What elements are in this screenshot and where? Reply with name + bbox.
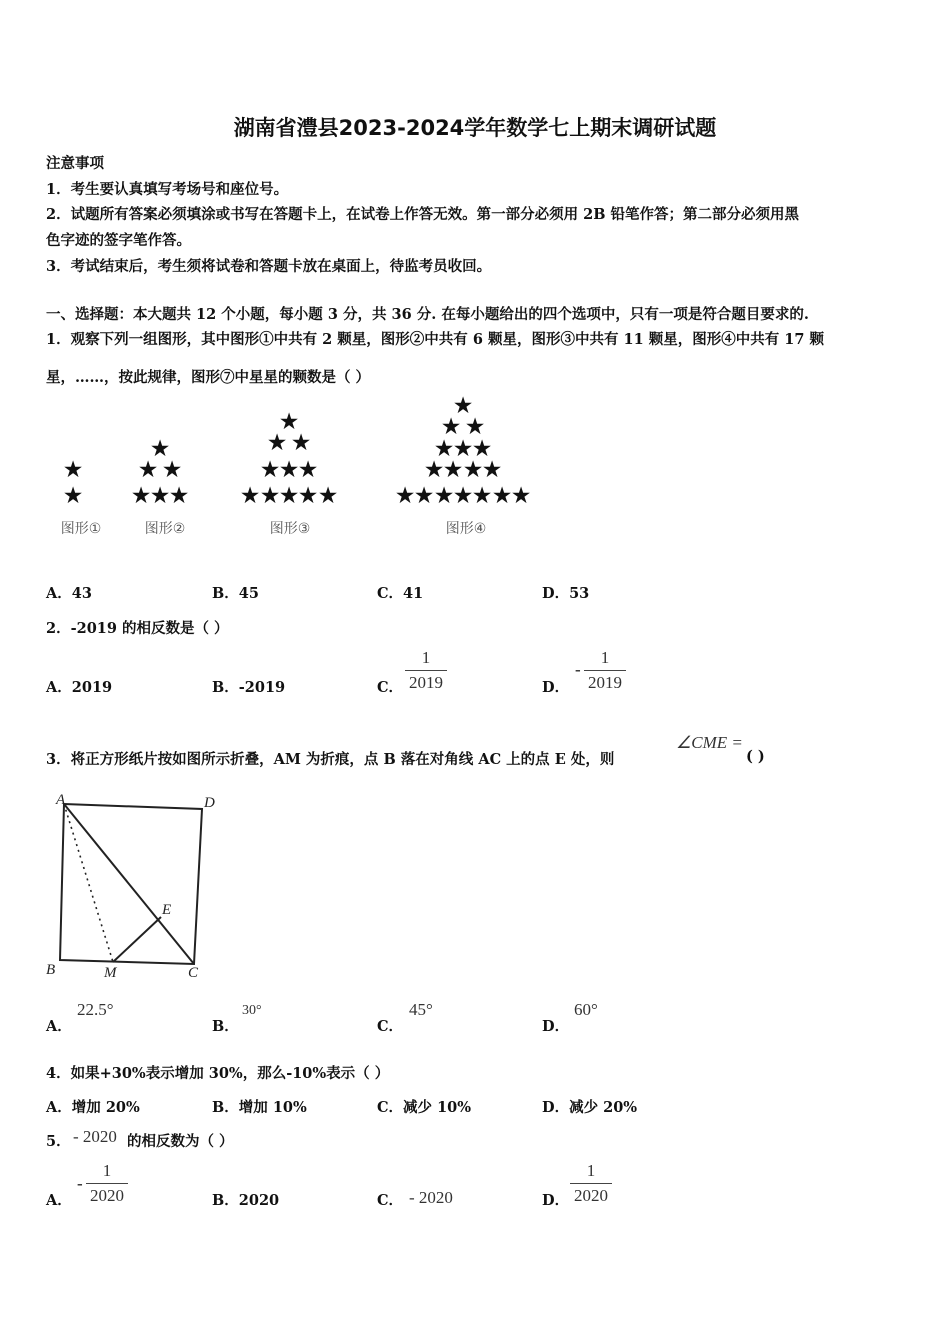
star-icon: ★ xyxy=(130,483,152,509)
question-5-stem: 的相反数为（ ） xyxy=(127,1133,234,1150)
q5-option-a-label: A． xyxy=(46,1192,72,1209)
square-fold-diagram xyxy=(40,790,240,985)
question-5-number: 5． xyxy=(46,1133,71,1150)
star-icon: ★ xyxy=(317,483,339,509)
star-icon: ★ xyxy=(290,430,312,456)
q3-option-a-value: 22.5° xyxy=(77,1000,114,1019)
star-icon: ★ xyxy=(278,483,300,509)
notice-item: 2．试题所有答案必须填涂或书写在答题卡上，在试卷上作答无效。第一部分必须用 2B 铅笔作答；第二部分必须用黑 xyxy=(46,206,800,223)
q3-option-b-label: B． xyxy=(212,1018,239,1035)
q4-option-d: D．减少 20% xyxy=(542,1099,638,1116)
q4-option-a: A．增加 20% xyxy=(46,1099,140,1116)
question-1-line-1: 1．观察下列一组图形，其中图形①中共有 2 颗星，图形②中共有 6 颗星，图形③中共有 11 颗星，图形④中共有 17 颗 xyxy=(46,331,825,348)
figure-caption: 图形① xyxy=(60,521,102,537)
star-icon: ★ xyxy=(137,457,159,483)
point-label-c: C xyxy=(188,965,199,981)
figure-caption: 图形④ xyxy=(445,521,487,537)
section-heading: 一、选择题：本大题共 12 个小题，每小题 3 分，共 36 分. 在每小题给出的四个选项中，只有一项是符合题目要求的. xyxy=(46,306,809,323)
notice-item: 色字迹的签字笔作答。 xyxy=(46,232,191,249)
q2-option-d-label: D． xyxy=(542,679,570,696)
star-icon: ★ xyxy=(297,483,319,509)
q5-option-b: B．2020 xyxy=(212,1192,280,1209)
star-icon: ★ xyxy=(471,483,493,509)
star-icon: ★ xyxy=(452,436,474,462)
star-icon: ★ xyxy=(239,483,261,509)
figure-caption: 图形③ xyxy=(269,521,311,537)
star-icon: ★ xyxy=(266,430,288,456)
q1-option-b: B．45 xyxy=(212,585,259,602)
star-icon: ★ xyxy=(278,409,300,435)
point-label-a: A xyxy=(56,792,66,808)
q2-option-b: B．-2019 xyxy=(212,679,286,696)
star-icon: ★ xyxy=(442,457,464,483)
star-icon: ★ xyxy=(462,457,484,483)
q2-option-c-fraction: $\frac{1}{2019}$ xyxy=(405,648,447,693)
angle-expression: ∠CME = xyxy=(676,733,743,752)
q2-option-a: A．2019 xyxy=(46,679,113,696)
point-label-b: B xyxy=(46,962,56,978)
star-icon: ★ xyxy=(62,483,84,509)
point-label-m: M xyxy=(104,965,117,981)
q2-option-c-label: C． xyxy=(377,679,404,696)
q3-option-a-label: A． xyxy=(46,1018,72,1035)
star-icon: ★ xyxy=(510,483,532,509)
q5-option-a-sign: - xyxy=(77,1174,83,1193)
star-icon: ★ xyxy=(394,483,416,509)
q5-option-a-fraction: $\frac{1}{2020}$ xyxy=(86,1161,128,1206)
point-label-d: D xyxy=(204,795,215,811)
q5-option-d-fraction: $\frac{1}{2020}$ xyxy=(570,1161,612,1206)
star-icon: ★ xyxy=(423,457,445,483)
q2-option-d-fraction: $\frac{1}{2019}$ xyxy=(584,648,626,693)
star-icon: ★ xyxy=(259,483,281,509)
answer-paren: ( ) xyxy=(746,748,765,765)
q3-option-d-value: 60° xyxy=(574,1000,598,1019)
question-3-stem: 3．将正方形纸片按如图所示折叠，AM 为折痕，点 B 落在对角线 AC 上的点 E 处，则 xyxy=(46,751,615,768)
star-icon: ★ xyxy=(413,483,435,509)
star-icon: ★ xyxy=(481,457,503,483)
star-icon: ★ xyxy=(491,483,513,509)
page-title: 湖南省澧县2023-2024学年数学七上期末调研试题 xyxy=(233,116,717,140)
notice-item: 1．考生要认真填写考场号和座位号。 xyxy=(46,181,289,198)
star-icon: ★ xyxy=(464,414,486,440)
star-icon: ★ xyxy=(440,414,462,440)
point-label-e: E xyxy=(162,902,172,918)
star-icon: ★ xyxy=(433,483,455,509)
question-1-line-2: 星，……，按此规律，图形⑦中星星的颗数是（ ） xyxy=(46,369,371,386)
q5-option-c-label: C． xyxy=(377,1192,404,1209)
star-icon: ★ xyxy=(149,436,171,462)
q4-option-c: C．减少 10% xyxy=(377,1099,472,1116)
q3-option-d-label: D． xyxy=(542,1018,570,1035)
question-5-expression: - 2020 xyxy=(73,1127,117,1146)
q2-option-d-sign: - xyxy=(575,660,581,679)
q5-option-d-label: D． xyxy=(542,1192,570,1209)
star-icon: ★ xyxy=(168,483,190,509)
q5-option-c-value: - 2020 xyxy=(409,1188,453,1207)
q1-option-c: C．41 xyxy=(377,585,424,602)
star-icon: ★ xyxy=(62,457,84,483)
star-icon: ★ xyxy=(452,393,474,419)
q3-option-c-value: 45° xyxy=(409,1000,433,1019)
question-2-stem: 2．-2019 的相反数是（ ） xyxy=(46,620,229,637)
star-icon: ★ xyxy=(433,436,455,462)
star-icon: ★ xyxy=(161,457,183,483)
question-4-stem: 4．如果+30%表示增加 30%，那么-10%表示（ ） xyxy=(46,1065,390,1082)
star-icon: ★ xyxy=(452,483,474,509)
q3-option-b-value: 30° xyxy=(242,1003,262,1018)
star-icon: ★ xyxy=(471,436,493,462)
star-icon: ★ xyxy=(278,457,300,483)
star-icon: ★ xyxy=(149,483,171,509)
q4-option-b: B．增加 10% xyxy=(212,1099,307,1116)
notice-heading: 注意事项 xyxy=(46,155,104,172)
star-pattern-figure xyxy=(46,390,566,550)
figure-caption: 图形② xyxy=(144,521,186,537)
q3-option-c-label: C． xyxy=(377,1018,404,1035)
q1-option-d: D．53 xyxy=(542,585,590,602)
star-icon: ★ xyxy=(259,457,281,483)
notice-item: 3．考试结束后，考生须将试卷和答题卡放在桌面上，待监考员收回。 xyxy=(46,258,492,275)
q1-option-a: A．43 xyxy=(46,585,92,602)
star-icon: ★ xyxy=(297,457,319,483)
